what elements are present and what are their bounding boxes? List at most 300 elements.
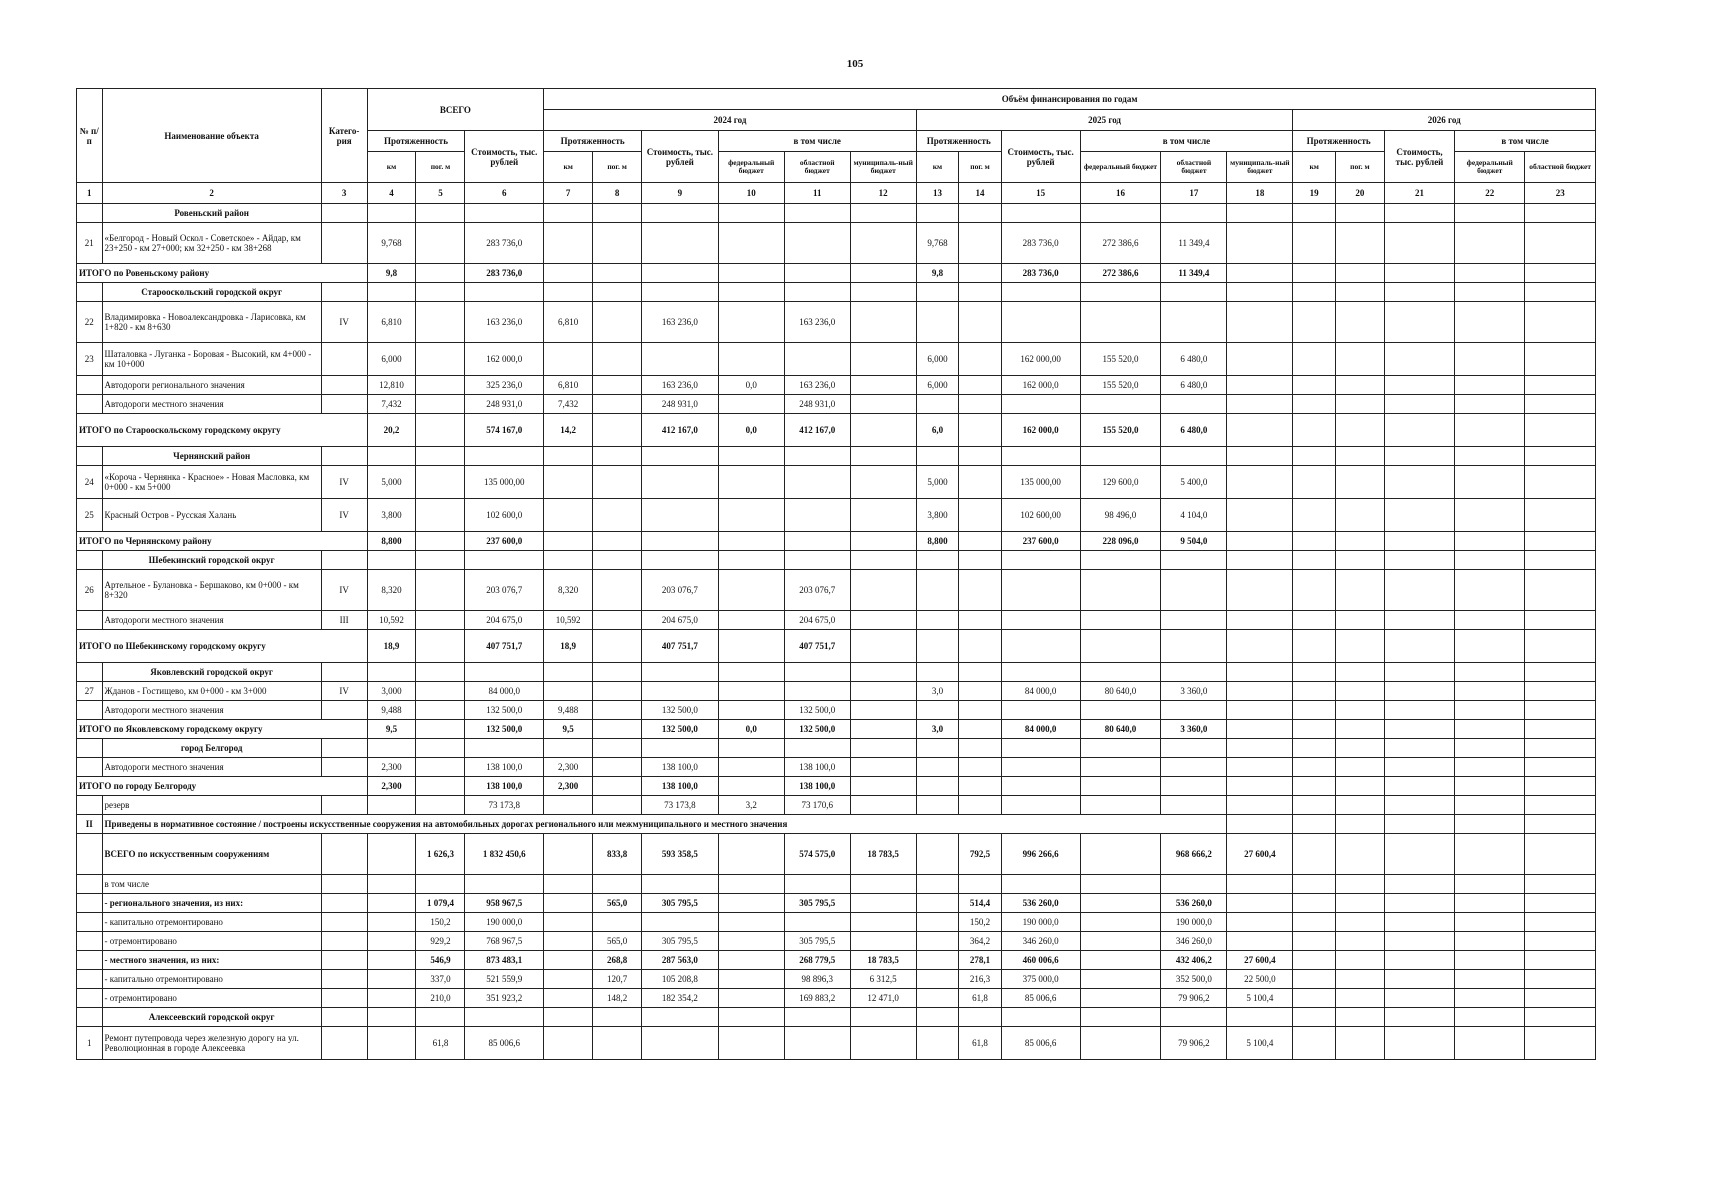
value-cell	[850, 630, 916, 663]
object-name: «Белгород - Новый Оскол - Советское» - Айдар, км 23+250 - км 27+000; км 32+250 - км 38+268	[102, 223, 321, 264]
value-cell	[544, 932, 593, 951]
row-num: 27	[77, 682, 103, 701]
value-cell	[1227, 532, 1293, 551]
value-cell	[1455, 611, 1525, 630]
value-cell	[1384, 796, 1454, 815]
value-cell: 162 000,00	[1001, 343, 1080, 376]
value-cell	[1293, 932, 1336, 951]
value-cell	[1001, 758, 1080, 777]
value-cell	[1525, 951, 1596, 970]
value-cell	[718, 611, 784, 630]
data-cell	[367, 739, 416, 758]
column-number: 5	[416, 183, 465, 204]
value-cell: 132 500,0	[784, 701, 850, 720]
value-cell: 574 167,0	[465, 414, 544, 447]
value-cell: 768 967,5	[465, 932, 544, 951]
data-cell	[1080, 447, 1161, 466]
value-cell	[416, 499, 465, 532]
value-cell: 283 736,0	[465, 264, 544, 283]
value-cell	[1227, 796, 1293, 815]
data-cell	[718, 283, 784, 302]
value-cell: 162 000,0	[1001, 414, 1080, 447]
value-cell	[850, 264, 916, 283]
column-number: 4	[367, 183, 416, 204]
object-name: Автодороги местного значения	[102, 758, 321, 777]
value-cell	[784, 499, 850, 532]
row-num	[77, 663, 103, 682]
value-cell	[1384, 1027, 1454, 1060]
header-pm: пог. м	[959, 152, 1002, 183]
data-cell	[642, 1008, 719, 1027]
data-cell	[850, 1008, 916, 1027]
value-cell	[544, 499, 593, 532]
data-cell	[784, 1008, 850, 1027]
value-cell	[1001, 796, 1080, 815]
category	[321, 1027, 367, 1060]
data-cell	[1001, 1008, 1080, 1027]
table-row	[77, 264, 1596, 283]
value-cell	[1080, 758, 1161, 777]
header-pm: пог. м	[1335, 152, 1384, 183]
value-cell	[593, 913, 642, 932]
value-cell	[1001, 630, 1080, 663]
value-cell	[1293, 970, 1336, 989]
value-cell	[959, 532, 1002, 551]
object-name: Ремонт путепровода через железную дорогу на ул. Революционная в городе Алексеевка	[102, 1027, 321, 1060]
data-cell	[718, 551, 784, 570]
data-cell	[1384, 815, 1454, 834]
data-cell	[465, 447, 544, 466]
value-cell	[1384, 414, 1454, 447]
data-cell	[1455, 739, 1525, 758]
value-cell	[916, 630, 959, 663]
value-cell	[1161, 875, 1227, 894]
value-cell: 135 000,00	[465, 466, 544, 499]
value-cell	[1335, 894, 1384, 913]
value-cell	[1335, 466, 1384, 499]
value-cell	[1227, 630, 1293, 663]
header-2026-length: Протяженность	[1293, 131, 1385, 152]
value-cell: 407 751,7	[465, 630, 544, 663]
value-cell	[367, 834, 416, 875]
value-cell	[367, 913, 416, 932]
value-cell	[1525, 913, 1596, 932]
value-cell: 138 100,0	[784, 758, 850, 777]
value-cell	[1161, 570, 1227, 611]
data-cell	[1384, 551, 1454, 570]
value-cell: 216,3	[959, 970, 1002, 989]
value-cell: 5 100,4	[1227, 1027, 1293, 1060]
data-cell	[321, 283, 367, 302]
value-cell: 204 675,0	[465, 611, 544, 630]
data-cell	[1455, 1008, 1525, 1027]
header-2026-cost: Стоимость, тыс. рублей	[1384, 131, 1454, 183]
value-cell	[593, 466, 642, 499]
value-cell	[1384, 343, 1454, 376]
value-cell: 9,8	[916, 264, 959, 283]
value-cell: 3 360,0	[1161, 720, 1227, 739]
value-cell: 182 354,2	[642, 989, 719, 1008]
value-cell	[1001, 611, 1080, 630]
value-cell: 155 520,0	[1080, 343, 1161, 376]
value-cell	[1335, 570, 1384, 611]
value-cell: 305 795,5	[642, 932, 719, 951]
value-cell	[959, 395, 1002, 414]
value-cell	[718, 630, 784, 663]
value-cell	[1335, 264, 1384, 283]
value-cell: 248 931,0	[642, 395, 719, 414]
value-cell	[1455, 395, 1525, 414]
data-cell	[1525, 815, 1596, 834]
value-cell	[718, 343, 784, 376]
value-cell	[1080, 932, 1161, 951]
value-cell	[850, 395, 916, 414]
value-cell	[1384, 466, 1454, 499]
data-cell	[593, 739, 642, 758]
data-cell	[850, 447, 916, 466]
value-cell	[1227, 894, 1293, 913]
value-cell	[1384, 875, 1454, 894]
value-cell	[1525, 264, 1596, 283]
value-cell	[1455, 758, 1525, 777]
value-cell: 129 600,0	[1080, 466, 1161, 499]
value-cell: 3 360,0	[1161, 682, 1227, 701]
value-cell: 203 076,7	[465, 570, 544, 611]
value-cell	[850, 932, 916, 951]
value-cell: 2,300	[544, 777, 593, 796]
value-cell: 3,0	[916, 720, 959, 739]
column-number: 2	[102, 183, 321, 204]
row-num	[77, 611, 103, 630]
value-cell	[1293, 913, 1336, 932]
column-number: 22	[1455, 183, 1525, 204]
value-cell	[544, 834, 593, 875]
value-cell: 0,0	[718, 414, 784, 447]
value-cell: 132 500,0	[642, 720, 719, 739]
group-title: Яковлевский городской округ	[102, 663, 321, 682]
data-cell	[416, 739, 465, 758]
value-cell	[416, 223, 465, 264]
data-cell	[718, 663, 784, 682]
value-cell: 84 000,0	[465, 682, 544, 701]
data-cell	[593, 447, 642, 466]
object-name: - регионального значения, из них:	[102, 894, 321, 913]
value-cell	[1455, 1027, 1525, 1060]
data-cell	[544, 1008, 593, 1027]
value-cell	[1227, 875, 1293, 894]
group-title: Алексеевский городской округ	[102, 1008, 321, 1027]
data-cell	[1001, 283, 1080, 302]
row-num: 24	[77, 466, 103, 499]
value-cell	[718, 932, 784, 951]
value-cell	[850, 570, 916, 611]
data-cell	[916, 551, 959, 570]
value-cell	[1161, 758, 1227, 777]
data-cell	[1227, 663, 1293, 682]
row-num: 23	[77, 343, 103, 376]
value-cell: 84 000,0	[1001, 682, 1080, 701]
value-cell	[1455, 376, 1525, 395]
value-cell	[1161, 630, 1227, 663]
value-cell	[1161, 611, 1227, 630]
value-cell	[718, 951, 784, 970]
value-cell	[959, 875, 1002, 894]
value-cell	[1525, 796, 1596, 815]
value-cell	[1525, 894, 1596, 913]
value-cell	[1293, 532, 1336, 551]
value-cell	[916, 894, 959, 913]
group-title: город Белгород	[102, 739, 321, 758]
data-cell	[367, 447, 416, 466]
column-number: 11	[784, 183, 850, 204]
value-cell	[1227, 223, 1293, 264]
data-cell	[1335, 283, 1384, 302]
value-cell: 163 236,0	[642, 376, 719, 395]
value-cell	[718, 894, 784, 913]
category	[321, 932, 367, 951]
value-cell: 574 575,0	[784, 834, 850, 875]
financing-table	[76, 88, 1596, 1060]
data-cell	[642, 739, 719, 758]
value-cell: 237 600,0	[465, 532, 544, 551]
data-cell	[367, 1008, 416, 1027]
header-obl: областной бюджет	[1161, 152, 1227, 183]
value-cell	[1080, 894, 1161, 913]
table-row	[77, 447, 1596, 466]
table-row	[77, 414, 1596, 447]
value-cell	[544, 970, 593, 989]
data-cell	[1293, 815, 1336, 834]
value-cell: 18 783,5	[850, 834, 916, 875]
value-cell	[416, 466, 465, 499]
category: IV	[321, 499, 367, 532]
object-name: Красный Остров - Русская Халань	[102, 499, 321, 532]
value-cell: 162 000,0	[465, 343, 544, 376]
value-cell	[416, 570, 465, 611]
value-cell	[1335, 875, 1384, 894]
value-cell	[916, 834, 959, 875]
table-row	[77, 630, 1596, 663]
value-cell: 3,800	[367, 499, 416, 532]
value-cell: 9,488	[367, 701, 416, 720]
value-cell	[593, 796, 642, 815]
header-obl: областной бюджет	[1525, 152, 1596, 183]
value-cell	[1455, 932, 1525, 951]
object-name: - отремонтировано	[102, 989, 321, 1008]
data-cell	[544, 283, 593, 302]
total-title: ИТОГО по Старооскольскому городскому округу	[77, 414, 368, 447]
header-obl: областной бюджет	[784, 152, 850, 183]
value-cell	[1080, 875, 1161, 894]
value-cell: 10,592	[544, 611, 593, 630]
value-cell	[1335, 395, 1384, 414]
value-cell	[1525, 701, 1596, 720]
value-cell: 148,2	[593, 989, 642, 1008]
value-cell	[593, 682, 642, 701]
value-cell	[1525, 223, 1596, 264]
value-cell: 98 896,3	[784, 970, 850, 989]
value-cell	[416, 302, 465, 343]
value-cell	[959, 376, 1002, 395]
value-cell	[1525, 466, 1596, 499]
value-cell	[544, 532, 593, 551]
value-cell	[916, 777, 959, 796]
column-number: 8	[593, 183, 642, 204]
column-number: 12	[850, 183, 916, 204]
value-cell	[1293, 777, 1336, 796]
group-title: Старооскольский городской округ	[102, 283, 321, 302]
value-cell	[850, 720, 916, 739]
row-num	[77, 913, 103, 932]
value-cell	[1227, 913, 1293, 932]
value-cell	[718, 532, 784, 551]
value-cell: 190 000,0	[1161, 913, 1227, 932]
header-fed: федеральный бюджет	[1455, 152, 1525, 183]
column-number: 7	[544, 183, 593, 204]
object-name: Автодороги местного значения	[102, 701, 321, 720]
value-cell	[850, 466, 916, 499]
value-cell	[718, 758, 784, 777]
value-cell	[1161, 395, 1227, 414]
value-cell	[1525, 611, 1596, 630]
header-total: ВСЕГО	[367, 89, 544, 131]
data-cell	[916, 663, 959, 682]
value-cell	[367, 932, 416, 951]
data-cell	[1227, 204, 1293, 223]
value-cell	[1161, 701, 1227, 720]
value-cell	[1335, 630, 1384, 663]
category	[321, 395, 367, 414]
value-cell	[1293, 701, 1336, 720]
value-cell	[544, 466, 593, 499]
row-num	[77, 739, 103, 758]
value-cell: 248 931,0	[784, 395, 850, 414]
data-cell	[1525, 204, 1596, 223]
value-cell: 6,000	[367, 343, 416, 376]
value-cell	[367, 796, 416, 815]
value-cell	[593, 302, 642, 343]
value-cell	[1384, 970, 1454, 989]
value-cell	[1384, 630, 1454, 663]
value-cell: 12,810	[367, 376, 416, 395]
object-name: Автодороги местного значения	[102, 395, 321, 414]
value-cell	[416, 264, 465, 283]
data-cell	[1335, 204, 1384, 223]
value-cell: 204 675,0	[784, 611, 850, 630]
value-cell: 305 795,5	[642, 894, 719, 913]
value-cell: 155 520,0	[1080, 376, 1161, 395]
value-cell	[593, 630, 642, 663]
value-cell: 155 520,0	[1080, 414, 1161, 447]
value-cell	[1384, 951, 1454, 970]
row-num	[77, 894, 103, 913]
value-cell	[1455, 414, 1525, 447]
value-cell	[642, 682, 719, 701]
value-cell: 6 480,0	[1161, 414, 1227, 447]
data-cell	[1161, 204, 1227, 223]
value-cell: 5 400,0	[1161, 466, 1227, 499]
value-cell	[784, 1027, 850, 1060]
value-cell	[1384, 682, 1454, 701]
table-row	[77, 682, 1596, 701]
data-cell	[1227, 283, 1293, 302]
value-cell	[1080, 1027, 1161, 1060]
value-cell: 9,5	[367, 720, 416, 739]
data-cell	[1335, 1008, 1384, 1027]
value-cell	[1227, 682, 1293, 701]
value-cell: 14,2	[544, 414, 593, 447]
data-cell	[465, 204, 544, 223]
value-cell: 9 504,0	[1161, 532, 1227, 551]
value-cell	[416, 414, 465, 447]
value-cell	[718, 777, 784, 796]
value-cell	[544, 796, 593, 815]
table-body	[77, 204, 1596, 1060]
data-cell	[416, 283, 465, 302]
value-cell	[1293, 302, 1336, 343]
value-cell	[1455, 264, 1525, 283]
value-cell	[1455, 466, 1525, 499]
data-cell	[642, 283, 719, 302]
data-cell	[367, 551, 416, 570]
group-title: Шебекинский городской округ	[102, 551, 321, 570]
value-cell	[416, 796, 465, 815]
value-cell	[593, 376, 642, 395]
data-cell	[1455, 283, 1525, 302]
value-cell	[718, 875, 784, 894]
value-cell: 203 076,7	[642, 570, 719, 611]
value-cell	[1227, 376, 1293, 395]
data-cell	[544, 551, 593, 570]
value-cell	[916, 701, 959, 720]
table-row	[77, 343, 1596, 376]
value-cell	[784, 264, 850, 283]
value-cell	[416, 611, 465, 630]
object-name: Шаталовка - Луганка - Боровая - Высокий, км 4+000 - км 10+000	[102, 343, 321, 376]
table-row	[77, 758, 1596, 777]
value-cell	[1293, 682, 1336, 701]
value-cell: 135 000,00	[1001, 466, 1080, 499]
value-cell: 79 906,2	[1161, 989, 1227, 1008]
column-number: 16	[1080, 183, 1161, 204]
value-cell	[1335, 223, 1384, 264]
value-cell	[544, 223, 593, 264]
value-cell: 73 173,8	[465, 796, 544, 815]
value-cell: 61,8	[416, 1027, 465, 1060]
data-cell	[959, 551, 1002, 570]
table-row	[77, 970, 1596, 989]
column-number: 9	[642, 183, 719, 204]
value-cell: 12 471,0	[850, 989, 916, 1008]
data-cell	[544, 739, 593, 758]
value-cell: 3,000	[367, 682, 416, 701]
data-cell	[784, 551, 850, 570]
value-cell	[1335, 796, 1384, 815]
category	[321, 796, 367, 815]
value-cell: 305 795,5	[784, 894, 850, 913]
value-cell	[1080, 701, 1161, 720]
data-cell	[1293, 739, 1336, 758]
row-num: 1	[77, 1027, 103, 1060]
value-cell	[642, 466, 719, 499]
object-name: - капитально отремонтировано	[102, 970, 321, 989]
data-cell	[718, 1008, 784, 1027]
data-cell	[1161, 739, 1227, 758]
value-cell	[1335, 1027, 1384, 1060]
value-cell: 268,8	[593, 951, 642, 970]
value-cell	[1335, 343, 1384, 376]
total-title: ИТОГО по Чернянскому району	[77, 532, 368, 551]
